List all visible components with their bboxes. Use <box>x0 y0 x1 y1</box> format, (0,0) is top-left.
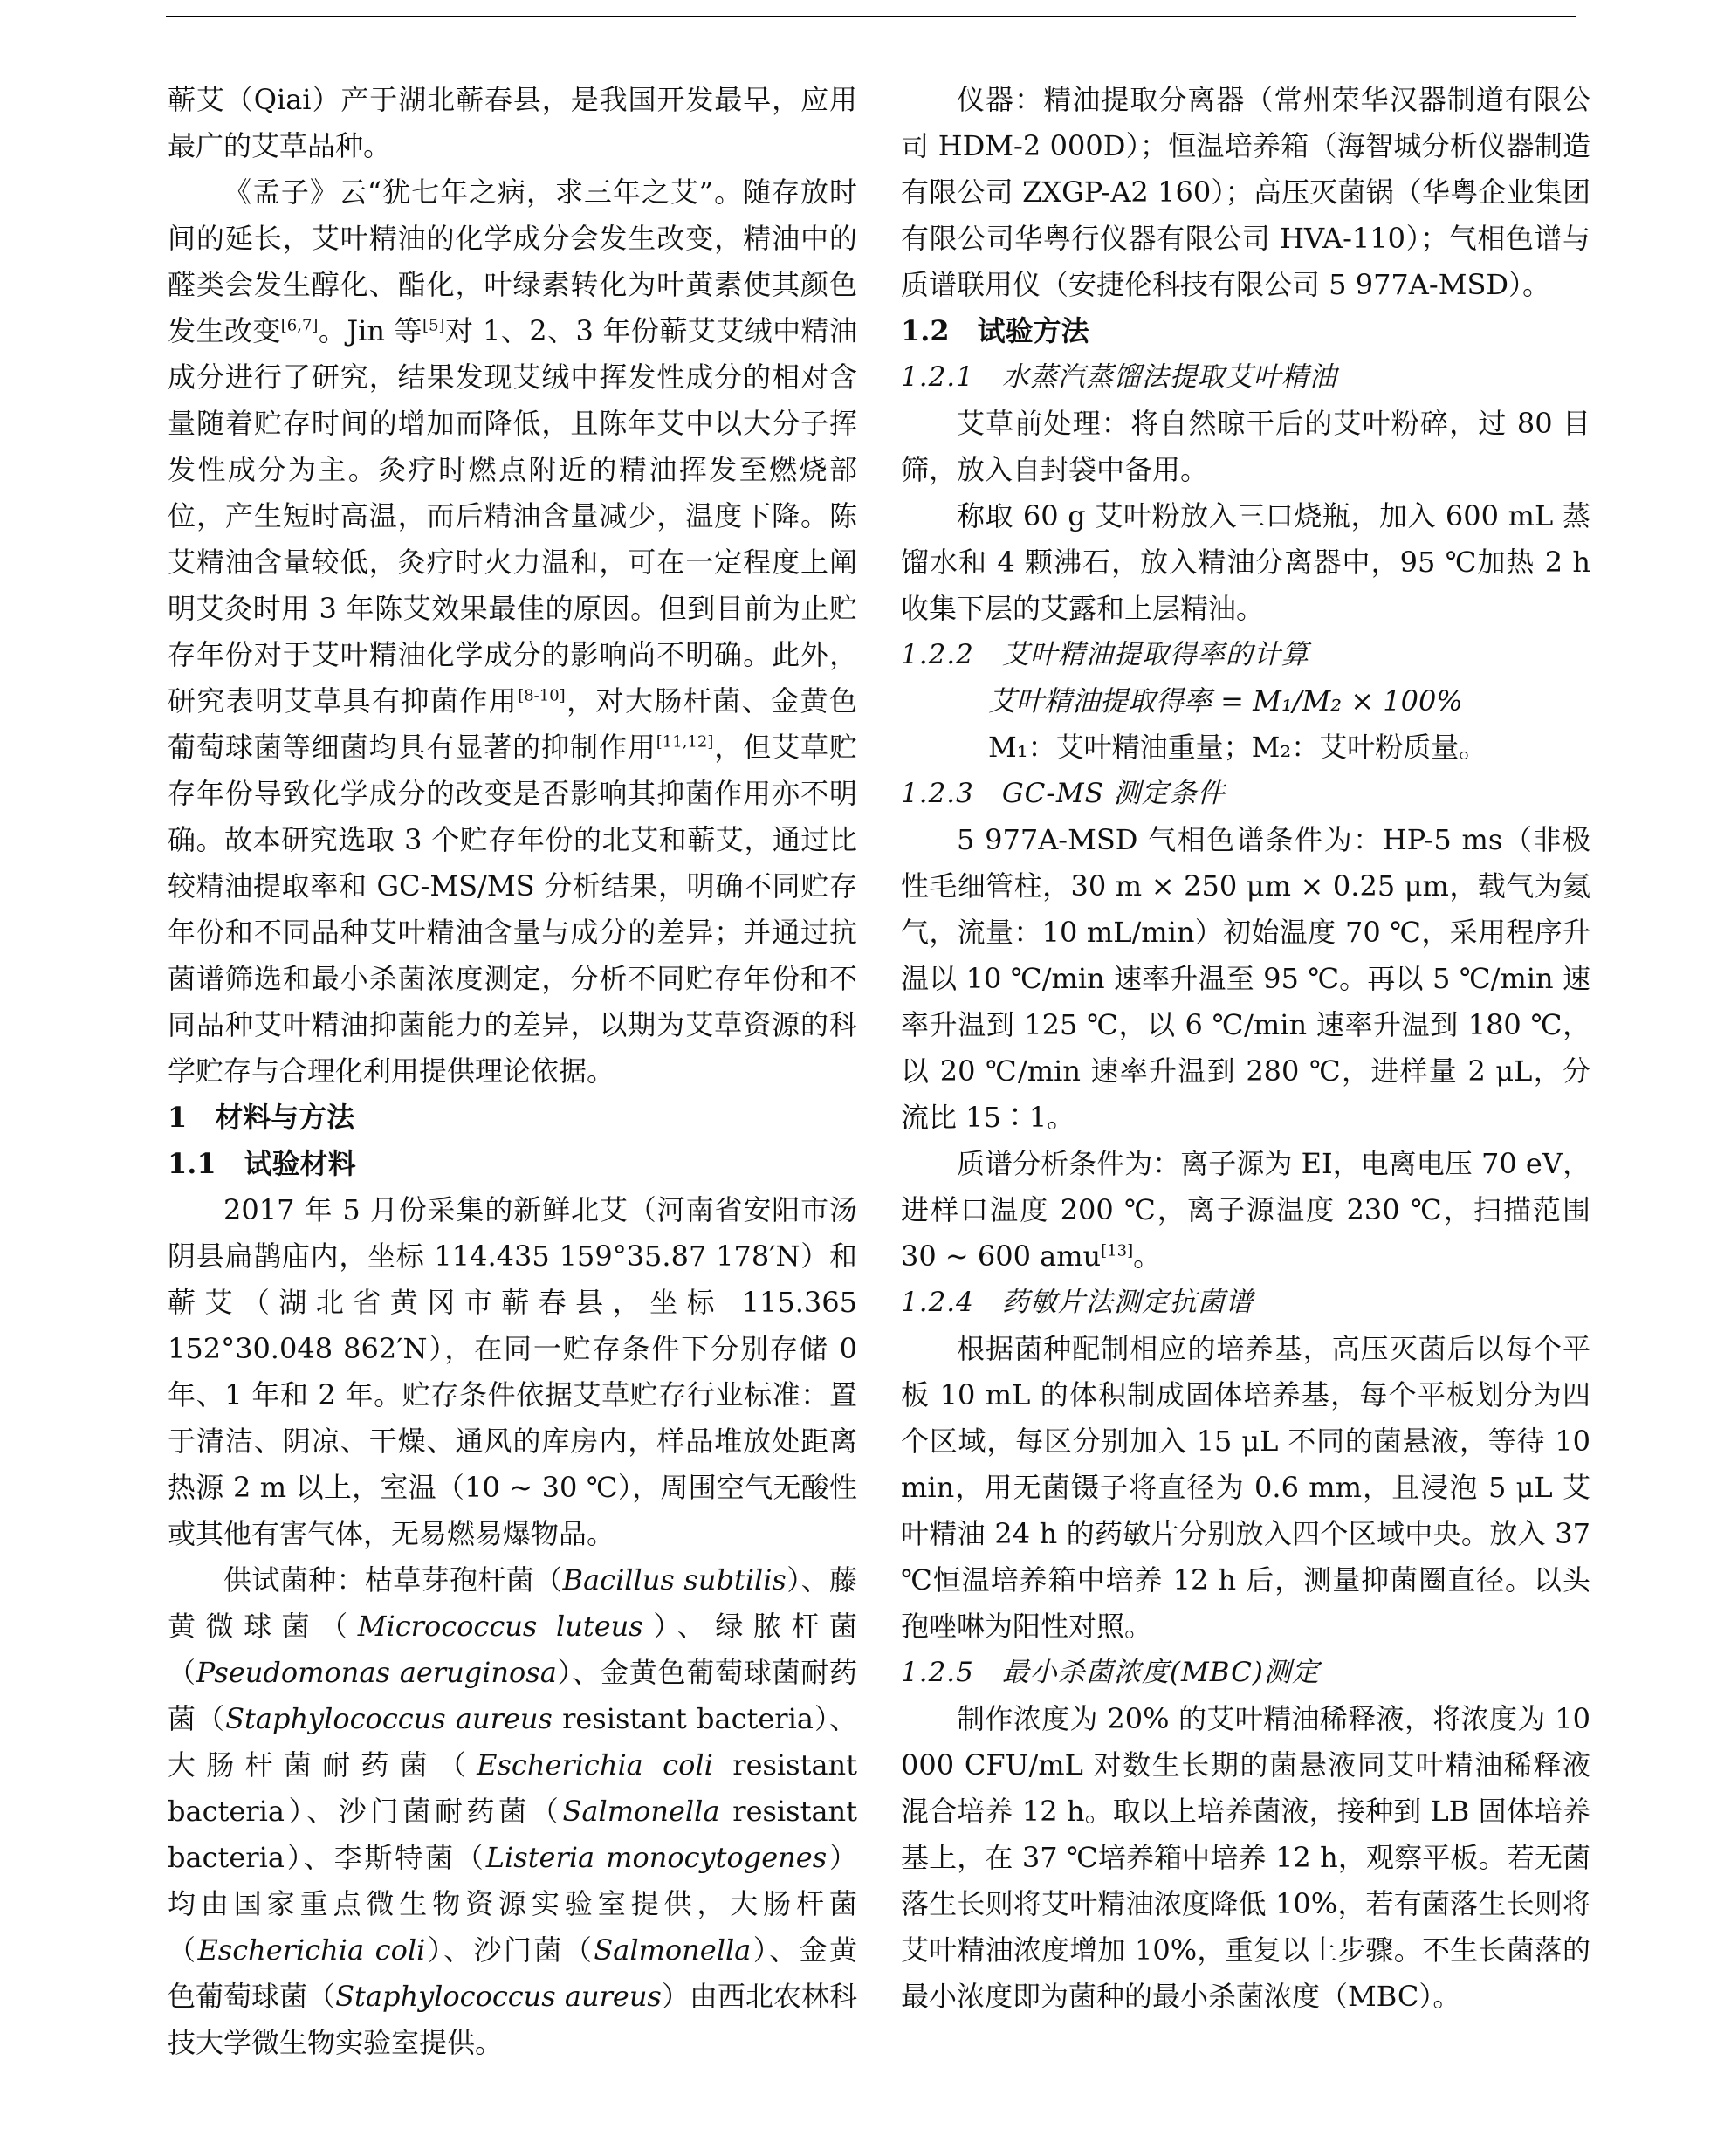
subsection-heading: 1.2 试验方法 <box>901 314 1089 347</box>
citation: [11,12] <box>656 732 714 752</box>
paragraph: 称取 60 g 艾叶粉放入三口烧瓶，加入 600 mL 蒸馏水和 4 颗沸石，放入精油分离器中，95 ℃加热 2 h 收集下层的艾露和上层精油。 <box>901 499 1590 625</box>
paragraph: 2017 年 5 月份采集的新鲜北艾（河南省安阳市汤阴县扁鹊庙内，坐标 114.435 159°35.87 178′N）和蕲艾（湖北省黄冈市蕲春县，坐标 115.365 152°30.048 862′N），在同一贮存条件下分别存储 0 年、1 年和 2 年。贮存条件依据艾草贮存行业标准：置于清洁、阴凉、干燥、通风的库房内，样品堆放处距离热源 2 m 以上，室温（10 ~ 30 ℃），周围空气无酸性或其他有害气体，无易燃易爆物品。 <box>168 1193 857 1550</box>
paragraph: 质谱分析条件为：离子源为 EI，电离电压 70 eV，进样口温度 200 ℃，离子源温度 230 ℃，扫描范围 30 ~ 600 amu[13]。 <box>901 1147 1590 1273</box>
equation-definition: M₁：艾叶精油重量；M₂：艾叶粉质量。 <box>988 731 1487 764</box>
equation: 艾叶精油提取得率 = M₁/M₂ × 100% <box>988 684 1463 718</box>
header-rule <box>166 16 1576 17</box>
paragraph: 根据菌种配制相应的培养基，高压灭菌后以每个平板 10 mL 的体积制成固体培养基，每个平板划分为四个区域，每区分别加入 15 μL 不同的菌悬液，等待 10 min，用无菌镊子将直径为 0.6 mm，且浸泡 5 μL 艾叶精油 24 h 的药敏片分别放入四个区域中央。放入 37 ℃恒温培养箱中培养 12 h 后，测量抑菌圈直径。以头孢唑啉为阳性对照。 <box>901 1332 1590 1643</box>
species-name: Escherichia coli <box>477 1748 713 1782</box>
paragraph: 《孟子》云“犹七年之病，求三年之艾”。随存放时间的延长，艾叶精油的化学成分会发生改变，精油中的醛类会发生醇化、酯化，叶绿素转化为叶黄素使其颜色发生改变[6,7]。Jin 等[5]对 1、2、3 年份蕲艾艾绒中精油成分进行了研究，结果发现艾绒中挥发性成分的相对含量随着贮存时间的增加而降低，且陈年艾中以大分子挥发性成分为主。灸疗时燃点附近的精油挥发至燃烧部位，产生短时高温，而后精油含量减少，温度下降。陈艾精油含量较低，灸疗时火力温和，可在一定程度上阐明艾灸时用 3 年陈艾效果最佳的原因。但到目前为止贮存年份对于艾叶精油化学成分的影响尚不明确。此外，研究表明艾草具有抑菌作用[8-10]，对大肠杆菌、金黄色葡萄球菌等细菌均具有显著的抑制作用[11,12]，但艾草贮存年份导致化学成分的改变是否影响其抑菌作用亦不明确。故本研究选取 3 个贮存年份的北艾和蕲艾，通过比较精油提取率和 GC-MS/MS 分析结果，明确不同贮存年份和不同品种艾叶精油含量与成分的差异；并通过抗菌谱筛选和最小杀菌浓度测定，分析不同贮存年份和不同品种艾叶精油抑菌能力的差异，以期为艾草资源的科学贮存与合理化利用提供理论依据。 <box>168 175 857 1088</box>
paragraph: 5 977A-MSD 气相色谱条件为：HP-5 ms（非极性毛细管柱，30 m × 250 μm × 0.25 μm，载气为氦气，流量：10 mL/min）初始温度 70 ℃，采用程序升温以 10 ℃/min 速率升温至 95 ℃。再以 5 ℃/min 速率升温到 125 ℃，以 6 ℃/min 速率升温到 180 ℃，以 20 ℃/min 速率升温到 280 ℃，进样量 2 μL，分流比 15∶1。 <box>901 823 1590 1134</box>
paragraph: 蕲艾（Qiai）产于湖北蕲春县，是我国开发最早，应用最广的艾草品种。 <box>168 83 857 162</box>
citation: [13] <box>1101 1241 1134 1260</box>
sub-subsection-heading: 1.2.2 艾叶精油提取得率的计算 <box>901 639 1309 670</box>
species-name: Listeria monocytogenes <box>485 1841 828 1874</box>
sub-subsection-heading: 1.2.5 最小杀菌浓度(MBC)测定 <box>901 1657 1320 1688</box>
species-name: Pseudomonas aeruginosa <box>196 1656 557 1689</box>
paragraph: 制作浓度为 20% 的艾叶精油稀释液，将浓度为 10 000 CFU/mL 对数生长期的菌悬液同艾叶精油稀释液混合培养 12 h。取以上培养菌液，接种到 LB 固体培养基上，在 37 ℃培养箱中培养 12 h，观察平板。若无菌落生长则将艾叶精油浓度降低 10%，若有菌落生长则将艾叶精油浓度增加 10%，重复以上步骤。不生长菌落的最小浓度即为菌种的最小杀菌浓度（MBC）。 <box>901 1702 1590 2013</box>
species-name: Bacillus subtilis <box>562 1563 787 1596</box>
species-name: Micrococcus luteus <box>357 1610 643 1643</box>
paragraph: 艾草前处理：将自然晾干后的艾叶粉碎，过 80 目筛，放入自封袋中备用。 <box>901 407 1590 486</box>
sub-subsection-heading: 1.2.3 GC-MS 测定条件 <box>901 778 1226 809</box>
paragraph: 供试菌种：枯草芽孢杆菌（Bacillus subtilis）、藤黄微球菌（Micrococcus luteus）、绿脓杆菌（Pseudomonas aeruginosa）、金黄色葡萄球菌耐药菌（Staphylococcus aureus resistant bacteria）、大肠杆菌耐药菌（Escherichia coli resistant bacteria）、沙门菌耐药菌（Salmonella resistant bacteria）、李斯特菌（Listeria monocytogenes）均由国家重点微生物资源实验室提供，大肠杆菌（Escherichia coli）、沙门菌（Salmonella）、金黄色葡萄球菌（Staphylococcus aureus）由西北农林科技大学微生物实验室提供。 <box>168 1563 857 2059</box>
species-name: Staphylococcus aureus <box>225 1702 553 1735</box>
species-name: Salmonella <box>594 1933 752 1967</box>
running-header <box>738 0 999 10</box>
sub-subsection-heading: 1.2.4 药敏片法测定抗菌谱 <box>901 1287 1254 1318</box>
citation: [6,7] <box>280 316 319 335</box>
subsection-heading: 1.1 试验材料 <box>168 1147 356 1180</box>
section-heading: 1 材料与方法 <box>168 1101 355 1134</box>
sub-subsection-heading: 1.2.1 水蒸汽蒸馏法提取艾叶精油 <box>901 361 1337 393</box>
paragraph: 仪器：精油提取分离器（常州荣华汉器制道有限公司 HDM-2 000D）；恒温培养箱（海智城分析仪器制造有限公司 ZXGP-A2 160）；高压灭菌锅（华粤企业集团有限公司华粤行仪器有限公司 HVA-110）；气相色谱与质谱联用仪（安捷伦科技有限公司 5 977A-MSD）。 <box>901 83 1590 301</box>
right-column <box>901 77 1590 2020</box>
species-name: Escherichia coli <box>197 1933 426 1967</box>
species-name: Staphylococcus aureus <box>335 1980 662 2013</box>
species-name: Salmonella <box>562 1795 720 1828</box>
left-column <box>168 77 857 2066</box>
citation: [8-10] <box>518 686 566 705</box>
citation: [5] <box>422 316 445 335</box>
